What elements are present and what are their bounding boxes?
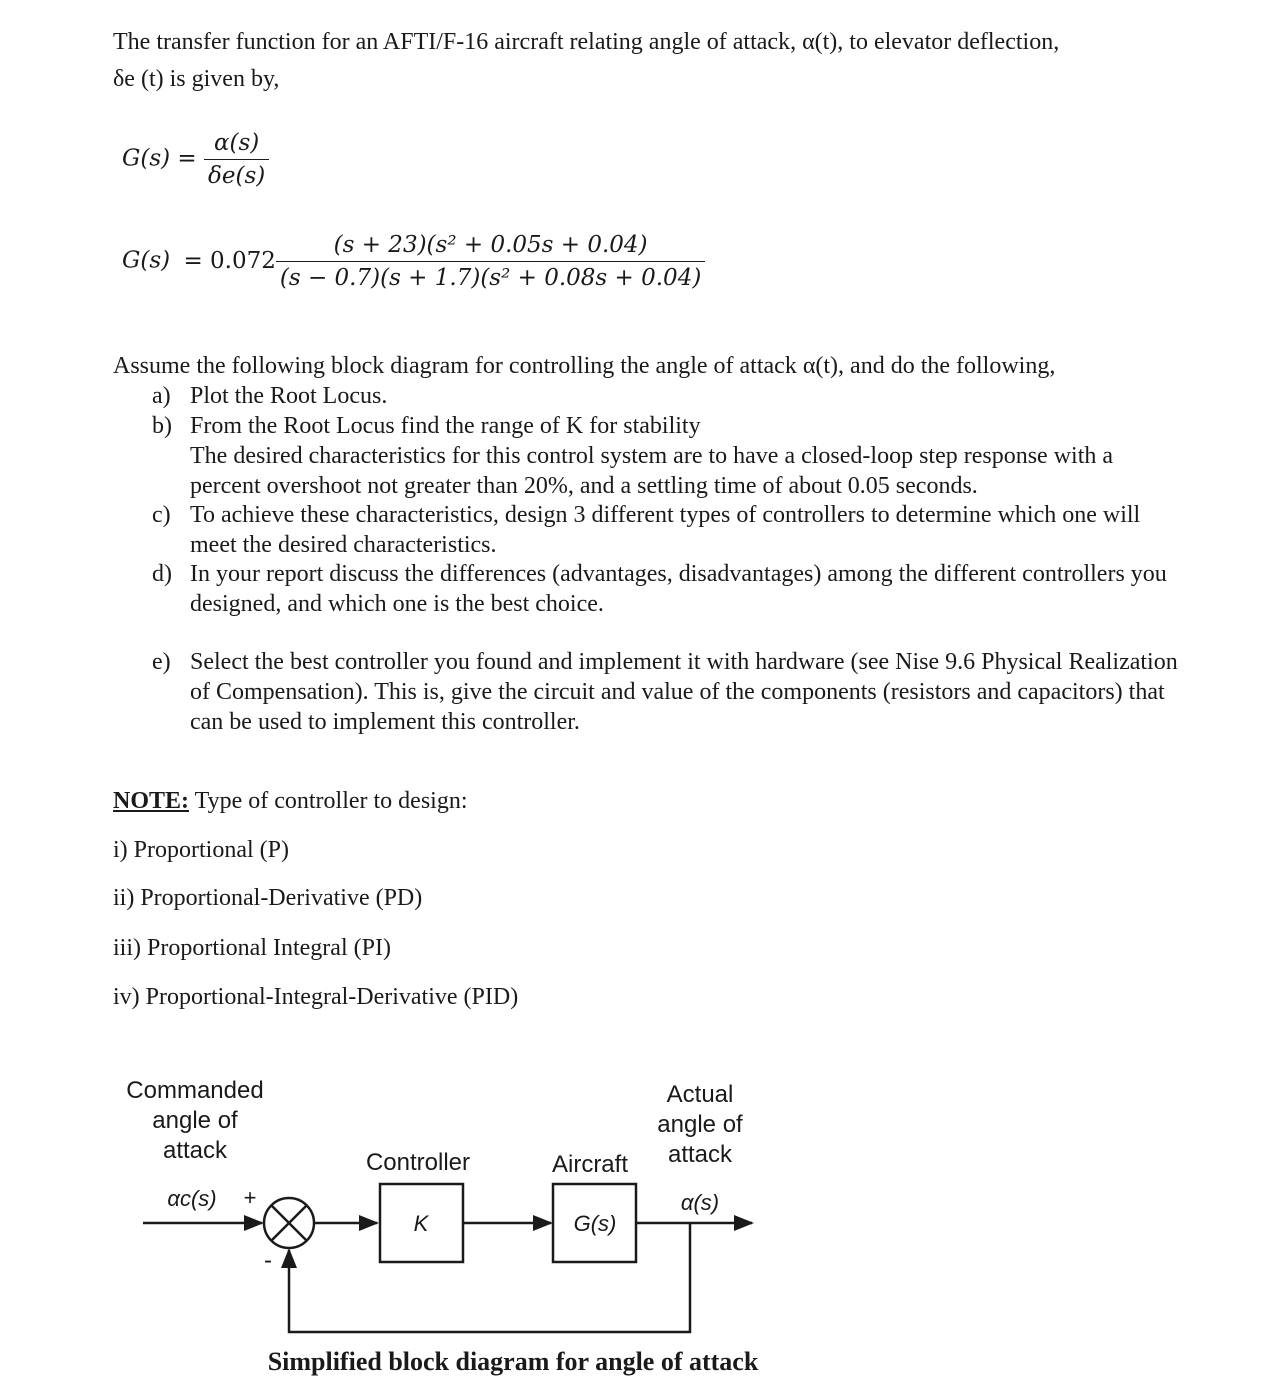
block-diagram	[0, 1060, 1284, 1395]
task-label: c)	[152, 502, 171, 528]
minus-sign: -	[264, 1247, 272, 1274]
intro-line-2: δe (t) is given by,	[113, 66, 280, 92]
controller-type-item: iv) Proportional-Integral-Derivative (PID)	[113, 984, 519, 1010]
eq2-lhs: G(s)	[122, 247, 171, 274]
task-text: To achieve these characteristics, design 3 different types of controllers to determine which one will meet the desired characteristics.	[190, 502, 1141, 558]
eq2-gain: = 0.072	[183, 247, 276, 274]
input-signal-label: αc(s)	[167, 1186, 217, 1211]
actual-label-2: angle of	[657, 1111, 743, 1138]
eq1-denominator: δe(s)	[204, 159, 269, 189]
actual-label-1: Actual	[666, 1081, 734, 1108]
eq1-lhs: G(s) =	[122, 145, 197, 172]
controller-label: Controller	[365, 1149, 471, 1176]
eq2-denominator: (s − 0.7)(s + 1.7)(s² + 0.08s + 0.04)	[276, 261, 705, 291]
task-text: Plot the Root Locus.	[190, 383, 388, 409]
controller-type-item: ii) Proportional-Derivative (PD)	[113, 885, 423, 911]
task-text: From the Root Locus find the range of K for stability	[190, 413, 701, 439]
eq1-numerator: α(s)	[214, 130, 260, 156]
controller-block-label: K	[413, 1211, 429, 1236]
note-text: Type of controller to design:	[189, 788, 468, 814]
actual-label-3: attack	[667, 1141, 733, 1168]
diagram-caption: Simplified block diagram for angle of attack	[267, 1347, 759, 1376]
task-text: The desired characteristics for this control system are to have a closed-loop step response with a percent overshoot not greater than 20%, and a settling time of about 0.05 seconds.	[190, 443, 1114, 499]
controller-type-item: i) Proportional (P)	[113, 837, 289, 863]
output-signal-label: α(s)	[680, 1190, 720, 1215]
equation-transfer-function	[122, 232, 705, 291]
plant-block-label: G(s)	[573, 1211, 617, 1236]
task-label: b)	[152, 413, 172, 439]
equation-transfer-definition	[122, 130, 269, 189]
eq2-numerator: (s + 23)(s² + 0.05s + 0.04)	[333, 232, 648, 258]
intro-line-1: The transfer function for an AFTI/F-16 aircraft relating angle of attack, α(t), to elevator deflection,	[113, 29, 1060, 55]
controller-type-item: iii) Proportional Integral (PI)	[113, 935, 391, 961]
task-label: e)	[152, 649, 171, 675]
assume-paragraph: Assume the following block diagram for controlling the angle of attack α(t), and do the following,	[113, 353, 1056, 379]
task-label: a)	[152, 383, 171, 409]
commanded-label-2: angle of	[152, 1107, 238, 1134]
commanded-label-3: attack	[162, 1137, 228, 1164]
commanded-label-1: Commanded	[126, 1077, 264, 1104]
summing-junction	[264, 1198, 314, 1248]
note-label: NOTE:	[113, 788, 190, 814]
note-heading	[113, 786, 468, 816]
aircraft-label: Aircraft	[551, 1151, 629, 1178]
task-label: d)	[152, 561, 172, 587]
task-text: Select the best controller you found and implement it with hardware (see Nise 9.6 Physical Realization of Compensation). This is, give the circuit and value of the components (resistors and capacitors) that can be used to implement this controller.	[190, 649, 1178, 735]
plus-sign: +	[243, 1185, 257, 1210]
task-text: In your report discuss the differences (advantages, disadvantages) among the different controllers you designed, and which one is the best choice.	[190, 561, 1167, 617]
